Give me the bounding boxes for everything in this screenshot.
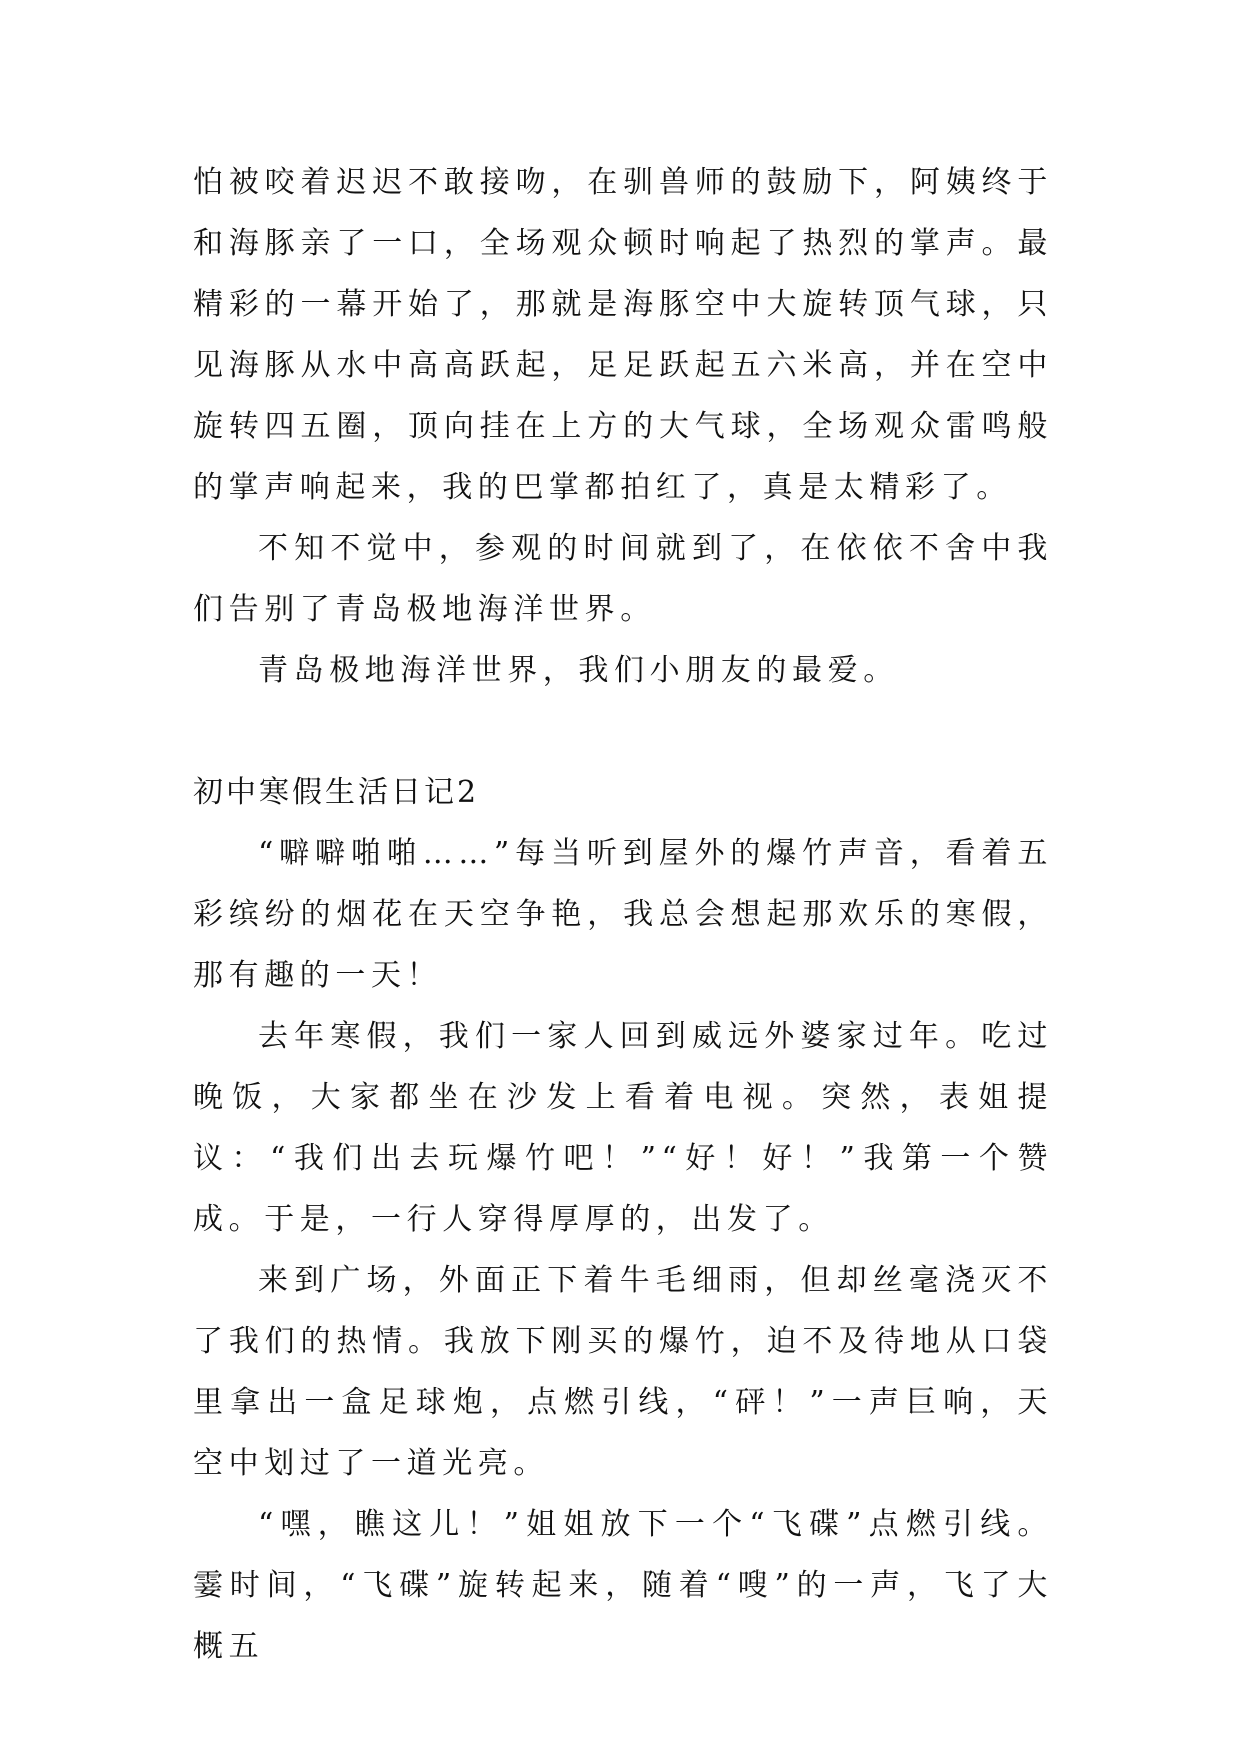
paragraph-flying-saucer: “嘿，瞧这儿！”姐姐放下一个“飞碟”点燃引线。霎时间，“飞碟”旋转起来，随着“嗖”的一声，飞了大概五 bbox=[193, 1507, 1053, 1664]
paragraph-new-year-visit: 去年寒假，我们一家人回到威远外婆家过年。吃过晚饭，大家都坐在沙发上看着电视。突然，表姐提议：“我们出去玩爆竹吧！”“好！好！”我第一个赞成。于是，一行人穿得厚厚的，出发了。 bbox=[193, 1019, 1053, 1237]
paragraph-farewell: 不知不觉中，参观的时间就到了，在依依不舍中我们告别了青岛极地海洋世界。 bbox=[193, 531, 1053, 627]
document-body bbox=[193, 152, 1053, 1677]
section-title: 初中寒假生活日记2 bbox=[193, 775, 480, 810]
paragraph-favorite: 青岛极地海洋世界，我们小朋友的最爱。 bbox=[258, 653, 899, 688]
paragraph-firecracker-sound: “噼噼啪啪……”每当听到屋外的爆竹声音，看着五彩缤纷的烟花在天空争艳，我总会想起那欢乐的寒假，那有趣的一天！ bbox=[193, 836, 1053, 993]
paragraph-square: 来到广场，外面正下着牛毛细雨，但却丝毫浇灭不了我们的热情。我放下刚买的爆竹，迫不及待地从口袋里拿出一盒足球炮，点燃引线，“砰！”一声巨响，天空中划过了一道光亮。 bbox=[193, 1263, 1053, 1481]
paragraph-dolphin-show: 怕被咬着迟迟不敢接吻，在驯兽师的鼓励下，阿姨终于和海豚亲了一口，全场观众顿时响起了热烈的掌声。最精彩的一幕开始了，那就是海豚空中大旋转顶气球，只见海豚从水中高高跃起，足足跃起五六米高，并在空中旋转四五圈，顶向挂在上方的大气球，全场观众雷鸣般的掌声响起来，我的巴掌都拍红了，真是太精彩了。 bbox=[193, 165, 1053, 505]
